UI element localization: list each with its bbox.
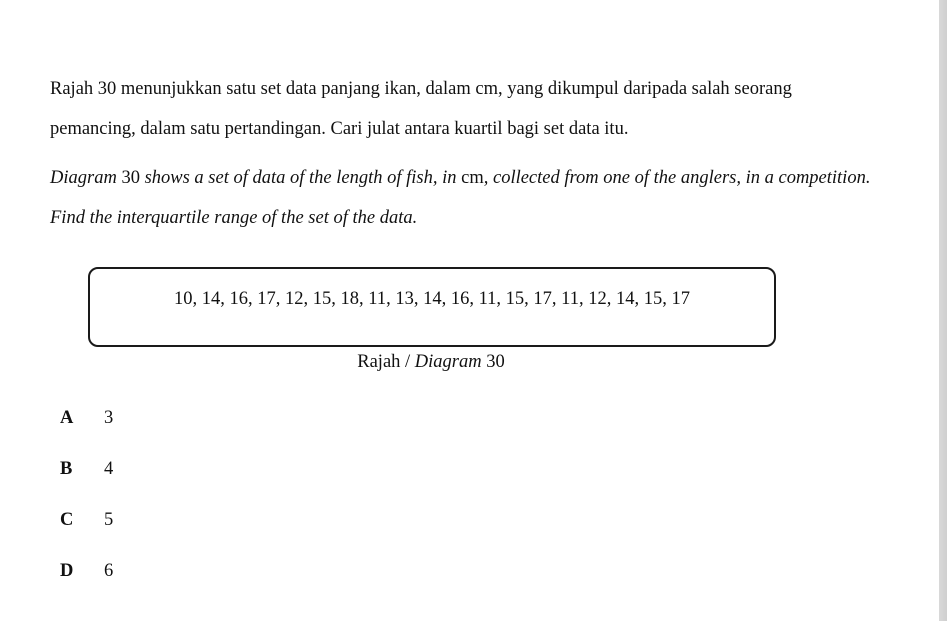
caption-malay: Rajah / [357, 352, 411, 372]
question-english-rest: , collected from one of the anglers, in a competition. Find the interquartile range of the set of the data. [50, 168, 871, 228]
option-letter: A [60, 408, 74, 428]
unit-text: cm [461, 168, 484, 188]
option-letter: D [60, 561, 74, 581]
option-value: 4 [104, 459, 114, 479]
option-letter: B [60, 459, 73, 479]
option-b[interactable] [60, 459, 113, 483]
option-value: 5 [104, 510, 114, 530]
option-c[interactable] [60, 510, 113, 534]
question-english-mid: shows a set of data of the length of fish, in [144, 168, 457, 188]
option-letter: C [60, 510, 74, 530]
diagram-word: Diagram [50, 168, 117, 188]
data-values: 10, 14, 16, 17, 12, 15, 18, 11, 13, 14, 16, 11, 15, 17, 11, 12, 14, 15, 17 [174, 289, 690, 309]
diagram-caption [0, 352, 862, 373]
question-text-english [50, 158, 880, 238]
option-value: 6 [104, 561, 114, 581]
option-d[interactable] [60, 561, 113, 585]
caption-english: Diagram [414, 352, 482, 372]
option-value: 3 [104, 408, 114, 428]
page-edge-shadow [939, 0, 947, 621]
data-box [88, 267, 776, 347]
option-a[interactable] [60, 408, 113, 432]
diagram-number: 30 [121, 168, 140, 188]
question-text-malay: Rajah 30 menunjukkan satu set data panjang ikan, dalam cm, yang dikumpul daripada salah seorang pemancing, dalam satu pertandingan. Cari julat antara kuartil bagi set data itu. [50, 79, 792, 139]
caption-number: 30 [486, 352, 505, 372]
